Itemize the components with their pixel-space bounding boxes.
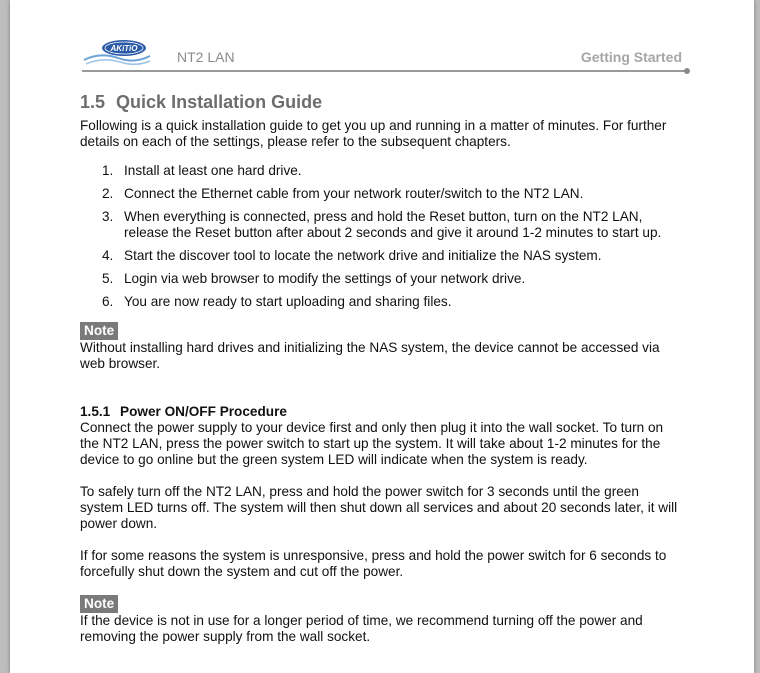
note-badge: Note bbox=[80, 322, 118, 340]
akitio-logo bbox=[82, 38, 152, 68]
note-text: If the device is not in use for a longer period of time, we recommend turning off the power and removing the power supply from the wall socket. bbox=[80, 613, 643, 644]
section-number: 1.5 bbox=[80, 92, 106, 112]
list-item bbox=[80, 294, 680, 310]
document-page bbox=[10, 0, 754, 673]
page-content bbox=[80, 92, 680, 645]
step-number: 6. bbox=[102, 294, 114, 309]
section-title: Quick Installation Guide bbox=[116, 92, 323, 112]
subsection-number: 1.5.1 bbox=[80, 404, 111, 419]
list-item bbox=[80, 163, 680, 179]
step-text: Install at least one hard drive. bbox=[124, 163, 302, 178]
note-badge: Note bbox=[80, 595, 118, 613]
installation-steps bbox=[80, 163, 680, 310]
step-number: 2. bbox=[102, 186, 114, 201]
step-number: 1. bbox=[102, 163, 114, 178]
step-number: 5. bbox=[102, 271, 114, 286]
svg-text:AKiTiO: AKiTiO bbox=[110, 44, 138, 53]
header-divider bbox=[82, 70, 686, 72]
section-heading bbox=[80, 92, 680, 113]
header-product: NT2 LAN bbox=[177, 49, 235, 65]
header-chapter: Getting Started bbox=[580, 49, 682, 65]
paragraph: If for some reasons the system is unresponsive, press and hold the power switch for 6 seconds to forcefully shut down the system and cut off the power. bbox=[80, 548, 667, 579]
list-item bbox=[80, 209, 680, 241]
header-divider-dot bbox=[684, 68, 690, 74]
list-item bbox=[80, 248, 680, 264]
paragraph: To safely turn off the NT2 LAN, press and hold the power switch for 3 seconds until the green system LED turns off. The system will then shut down all services and about 20 seconds later, it will power down. bbox=[80, 484, 678, 531]
step-text: Connect the Ethernet cable from your network router/switch to the NT2 LAN. bbox=[124, 186, 584, 201]
list-item bbox=[80, 271, 680, 287]
note-text: Without installing hard drives and initializing the NAS system, the device cannot be accessed via web browser. bbox=[80, 340, 660, 371]
step-text: Start the discover tool to locate the network drive and initialize the NAS system. bbox=[124, 248, 602, 263]
step-number: 4. bbox=[102, 248, 114, 263]
section-intro: Following is a quick installation guide to get you up and running in a matter of minutes. For further details on each of the settings, please refer to the subsequent chapters. bbox=[80, 118, 667, 149]
list-item bbox=[80, 186, 680, 202]
step-text: When everything is connected, press and hold the Reset button, turn on the NT2 LAN, release the Reset button after about 2 seconds and give it around 1-2 minutes to start up. bbox=[124, 209, 662, 240]
paragraph: Connect the power supply to your device first and only then plug it into the wall socket. To turn on the NT2 LAN, press the power switch to start up the system. It will take about 1-2 minutes for the device to go online but the green system LED will indicate when the system is ready. bbox=[80, 420, 664, 467]
page-header bbox=[82, 38, 690, 74]
step-text: You are now ready to start uploading and sharing files. bbox=[124, 294, 452, 309]
step-text: Login via web browser to modify the settings of your network drive. bbox=[124, 271, 526, 286]
subsection-heading bbox=[80, 404, 680, 420]
step-number: 3. bbox=[102, 209, 114, 224]
subsection-title: Power ON/OFF Procedure bbox=[120, 404, 287, 419]
